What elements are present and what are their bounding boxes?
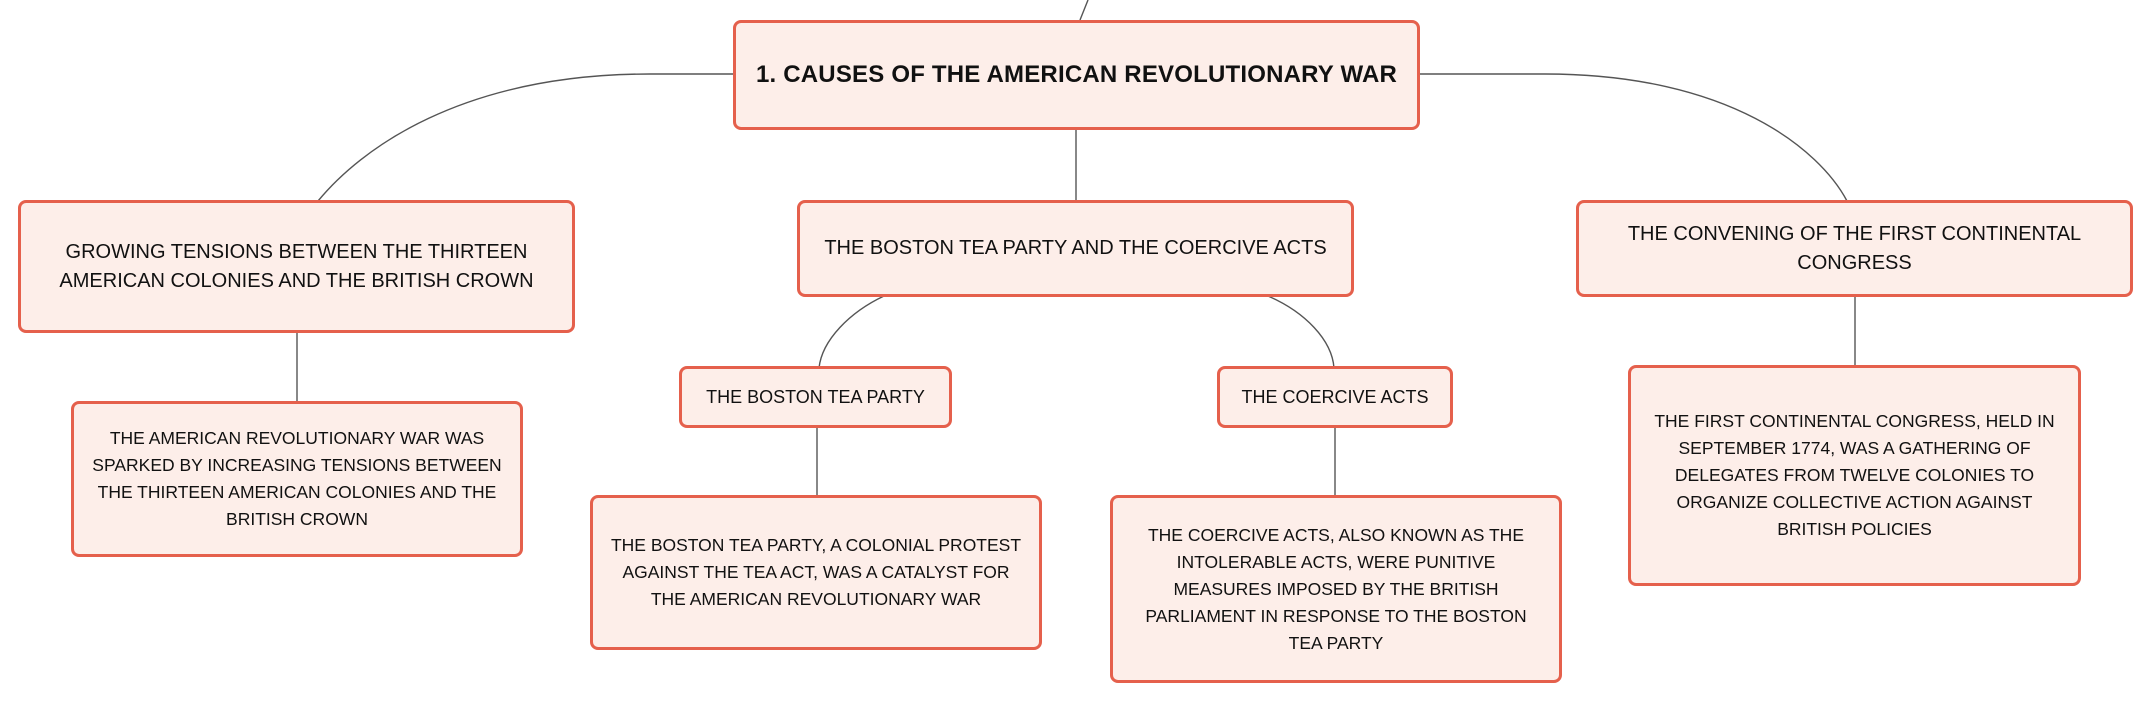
detail-node-tea-party[interactable] xyxy=(590,495,1042,650)
root-label: 1. CAUSES OF THE AMERICAN REVOLUTIONARY WAR xyxy=(755,61,1398,88)
connector-boston-to-tea-party xyxy=(819,296,884,368)
root-node[interactable] xyxy=(733,20,1420,130)
detail-text-congress: THE FIRST CONTINENTAL CONGRESS, HELD IN SEPTEMBER 1774, WAS A GATHERING OF DELEGATES FROM TWELVE COLONIES TO ORGANIZE COLLECTIVE ACTION AGAINST BRITISH POLICIES xyxy=(1654,411,2055,539)
branch-node-boston[interactable] xyxy=(797,200,1354,297)
branch-label-congress: THE CONVENING OF THE FIRST CONTINENTAL CONGRESS xyxy=(1627,222,2082,274)
connector-boston-to-coercive xyxy=(1268,296,1334,368)
detail-node-tensions[interactable] xyxy=(71,401,523,557)
connector-root-to-tensions xyxy=(318,74,735,201)
branch-node-congress[interactable] xyxy=(1576,200,2133,297)
branch-node-tensions[interactable] xyxy=(18,200,575,333)
detail-node-coercive[interactable] xyxy=(1110,495,1562,683)
detail-node-congress[interactable] xyxy=(1628,365,2081,586)
detail-text-coercive: THE COERCIVE ACTS, ALSO KNOWN AS THE INTOLERABLE ACTS, WERE PUNITIVE MEASURES IMPOSED BY THE BRITISH PARLIAMENT IN RESPONSE TO THE BOSTON TEA PARTY xyxy=(1145,524,1527,653)
connector-parent-to-root xyxy=(1080,0,1088,20)
sub-node-tea-party[interactable] xyxy=(679,366,952,428)
connector-root-to-congress xyxy=(1420,74,1847,201)
sub-label-coercive: THE COERCIVE ACTS xyxy=(1241,386,1429,407)
branch-label-boston: THE BOSTON TEA PARTY AND THE COERCIVE ACTS xyxy=(824,237,1327,259)
sub-label-tea-party: THE BOSTON TEA PARTY xyxy=(706,386,925,407)
sub-node-coercive[interactable] xyxy=(1217,366,1453,428)
detail-text-tensions: THE AMERICAN REVOLUTIONARY WAR WAS SPARKED BY INCREASING TENSIONS BETWEEN THE THIRTEEN AMERICAN COLONIES AND THE BRITISH CROWN xyxy=(92,428,502,529)
branch-label-tensions: GROWING TENSIONS BETWEEN THE THIRTEEN AMERICAN COLONIES AND THE BRITISH CROWN xyxy=(59,240,534,292)
detail-text-tea-party: THE BOSTON TEA PARTY, A COLONIAL PROTEST AGAINST THE TEA ACT, WAS A CATALYST FOR THE AMERICAN REVOLUTIONARY WAR xyxy=(610,535,1022,609)
